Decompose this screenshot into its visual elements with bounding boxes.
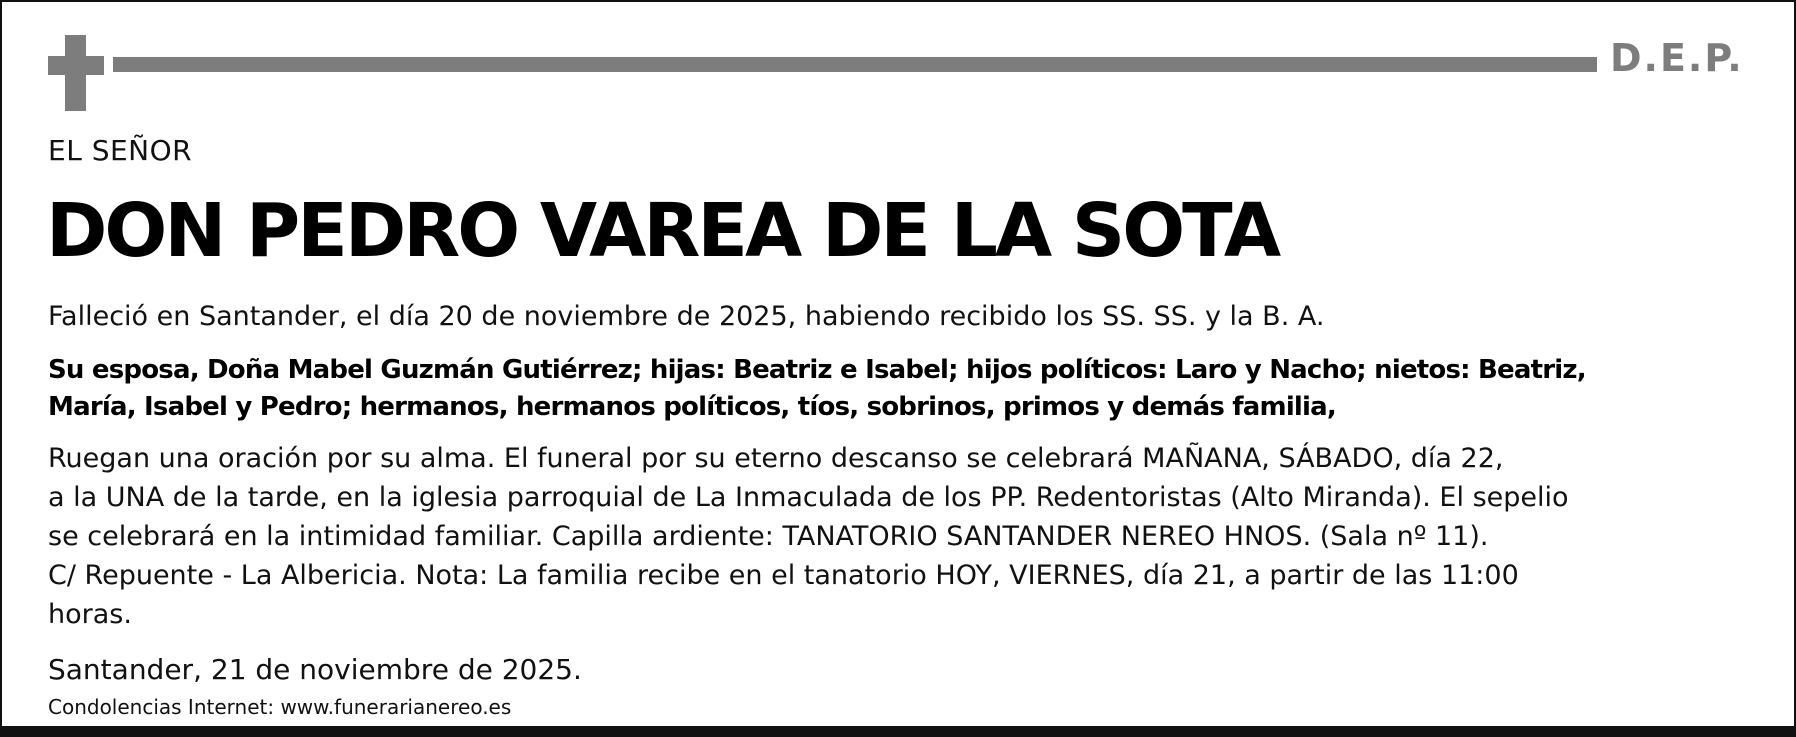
bottom-border — [0, 726, 1796, 737]
announcement-line: a la UNA de la tarde, en la iglesia parroquial de La Inmaculada de los PP. Redentoristas (Alto Miranda). El sepelio — [48, 482, 1569, 513]
announcement-line: horas. — [48, 599, 132, 630]
intro-title: EL SEÑOR — [48, 134, 193, 167]
announcement-line: Ruegan una oración por su alma. El funeral por su eterno descanso se celebrará MAÑANA, SÁBADO, día 22, — [48, 443, 1504, 474]
header-rule — [113, 57, 1597, 72]
death-notice: Falleció en Santander, el día 20 de noviembre de 2025, habiendo recibido los SS. SS. y la B. A. — [48, 301, 1325, 332]
family-block — [48, 352, 1586, 426]
cross-horizontal — [48, 56, 104, 75]
dateline: Santander, 21 de noviembre de 2025. — [48, 653, 582, 686]
announcement-line: C/ Repuente - La Albericia. Nota: La familia recibe en el tanatorio HOY, VIERNES, día 21, a partir de las 11:00 — [48, 560, 1519, 591]
family-line: Su esposa, Doña Mabel Guzmán Gutiérrez; hijas: Beatriz e Isabel; hijos políticos: Laro y Nacho; nietos: Beatriz, — [48, 355, 1586, 385]
announcement-line: se celebrará en la intimidad familiar. Capilla ardiente: TANATORIO SANTANDER NEREO HNOS. (Sala nº 11). — [48, 521, 1489, 552]
announcement-block — [48, 439, 1569, 634]
deceased-name: DON PEDRO VAREA DE LA SOTA — [46, 188, 1279, 274]
dep-label: D.E.P. — [1610, 36, 1744, 80]
condolences-link[interactable]: Condolencias Internet: www.funerarianereo.es — [48, 695, 512, 719]
cross-icon — [48, 35, 104, 111]
family-line: María, Isabel y Pedro; hermanos, hermanos políticos, tíos, sobrinos, primos y demás familia, — [48, 392, 1336, 422]
